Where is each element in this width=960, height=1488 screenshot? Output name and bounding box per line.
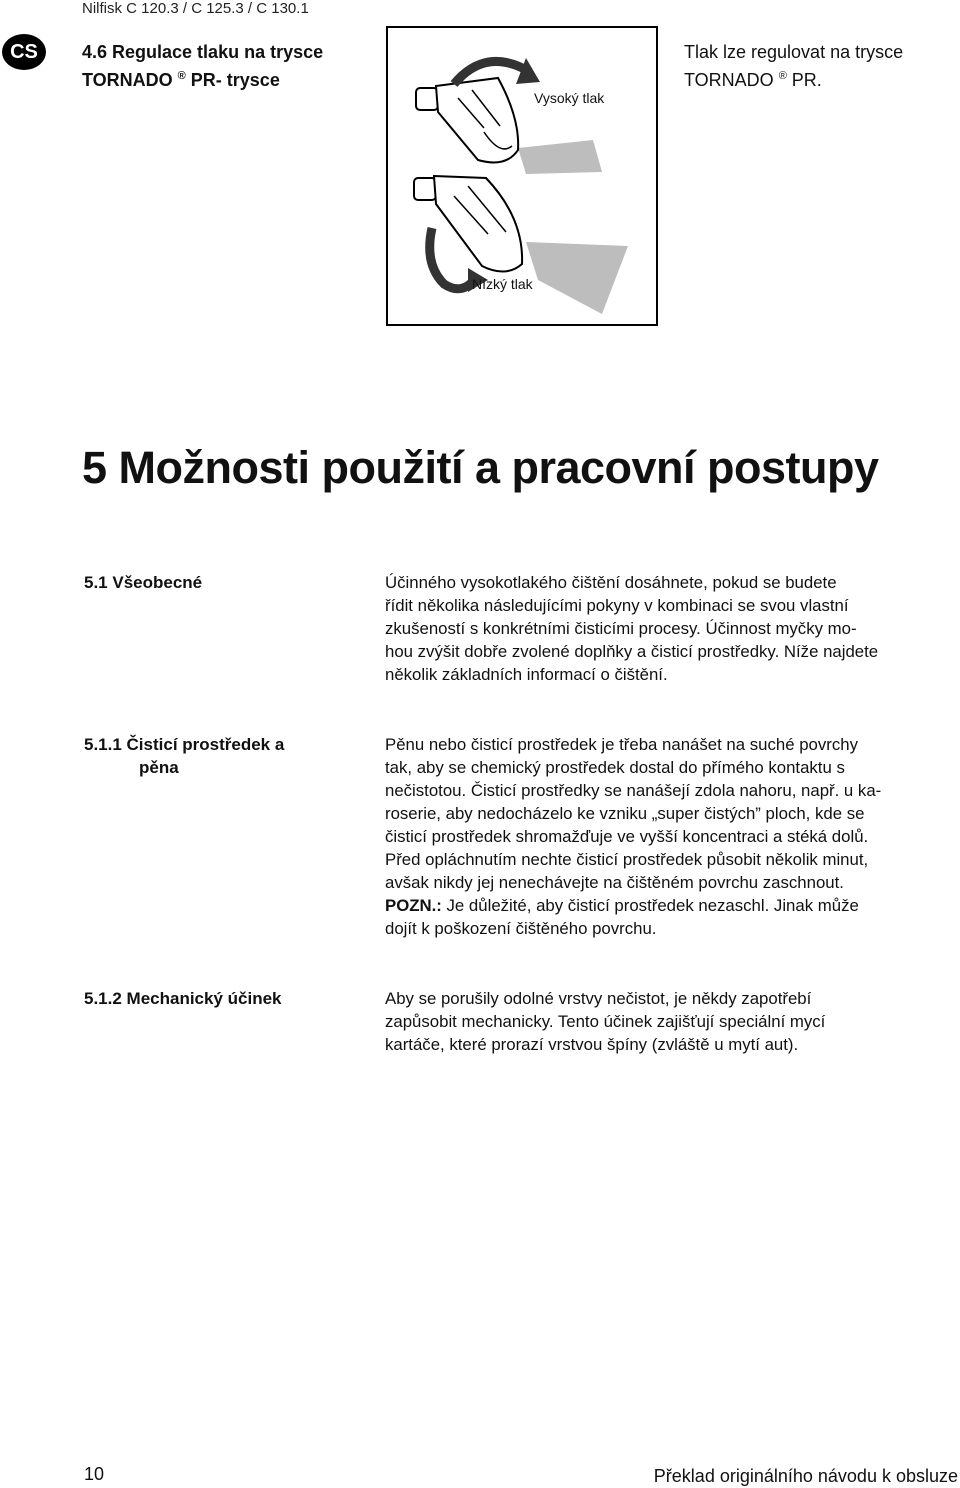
- body-line: Pěnu nebo čisticí prostředek je třeba nanášet na suché povrchy: [385, 735, 858, 754]
- section-5-1-body: [385, 571, 960, 686]
- body-line: roserie, aby nedocházelo ke vzniku „super čistých” ploch, kde se: [385, 804, 865, 823]
- body-line: Před opláchnutím nechte čisticí prostředek působit několik minut,: [385, 850, 869, 869]
- body-line: kartáče, které prorazí vrstvou špíny (zvláště u mytí aut).: [385, 1035, 799, 1054]
- note-label: POZN.:: [385, 896, 442, 915]
- section-4-6-title: [82, 40, 323, 92]
- chapter-title: 5 Možnosti použití a pracovní postupy: [82, 442, 879, 493]
- body-line: zkušeností s konkrétními čisticími procesy. Účinnost myčky mo-: [385, 619, 857, 638]
- note-line: [385, 894, 960, 917]
- desc-pr: PR.: [786, 70, 822, 90]
- high-pressure-nozzle: [416, 58, 605, 174]
- body-line: čisticí prostředek shromažďuje ve vyšší koncentraci a stéká dolů.: [385, 827, 869, 846]
- body-line: několik základních informací o čištění.: [385, 665, 668, 684]
- desc-line1: Tlak lze regulovat na trysce: [684, 42, 904, 62]
- body-line: avšak nikdy jej nenechávejte na čištěném povrchu zaschnout.: [385, 873, 844, 892]
- section-5-1-1-title: [84, 733, 284, 779]
- high-pressure-label: Vysoký tlak: [534, 90, 605, 106]
- low-pressure-nozzle: [414, 176, 628, 314]
- body-line: nečistotou. Čisticí prostředky se nanášejí zdola nahoru, např. u ka-: [385, 781, 882, 800]
- desc-line2: [684, 64, 903, 92]
- body-line: hou zvýšit dobře zvolené doplňky a čisticí prostředky. Níže najdete: [385, 642, 879, 661]
- language-badge: CS: [2, 34, 46, 70]
- nozzle-illustration: [386, 26, 658, 326]
- body-line: řídit několika následujícími pokyny v kombinaci se svou vlastní: [385, 596, 849, 615]
- body-line: zapůsobit mechanicky. Tento účinek zajišťují speciální mycí: [385, 1012, 826, 1031]
- section-4-6-title-line1: 4.6 Regulace tlaku na trysce: [82, 42, 324, 62]
- low-pressure-label: Nízký tlak: [472, 276, 533, 292]
- desc-tornado: TORNADO: [684, 70, 779, 90]
- note-line: dojít k poškození čištěného povrchu.: [385, 919, 657, 938]
- section-5-1-2-body: [385, 987, 960, 1056]
- title-pr: PR- trysce: [185, 70, 280, 90]
- section-5-1-2-title: 5.1.2 Mechanický účinek: [84, 989, 282, 1008]
- low-pressure-spray: [526, 242, 628, 314]
- section-4-6-description: [684, 40, 903, 92]
- body-line: tak, aby se chemický prostředek dostal do přímého kontaktu s: [385, 758, 845, 777]
- header-model: Nilfisk C 120.3 / C 125.3 / C 130.1: [82, 0, 309, 17]
- title-tornado: TORNADO: [82, 70, 178, 90]
- footer-text: Překlad originálního návodu k obsluze: [653, 1466, 958, 1486]
- body-line: Účinného vysokotlakého čištění dosáhnete, pokud se budete: [385, 573, 837, 592]
- section-5-1-title: 5.1 Všeobecné: [84, 573, 203, 592]
- section-5-1-1-title-line1: 5.1.1 Čisticí prostředek a: [84, 735, 285, 754]
- note-text: Je důležité, aby čisticí prostředek nezaschl. Jinak může: [441, 896, 859, 915]
- high-pressure-spray: [518, 140, 602, 174]
- section-5-1-1-body: [385, 733, 960, 940]
- section-4-6-title-line2: [82, 64, 323, 92]
- body-line: Aby se porušily odolné vrstvy nečistot, je někdy zapotřebí: [385, 989, 812, 1008]
- section-5-1-1-title-line2: pěna: [139, 758, 179, 777]
- page-number: 10: [84, 1464, 105, 1484]
- registered-mark: ®: [177, 70, 186, 82]
- registered-mark: ®: [778, 70, 787, 82]
